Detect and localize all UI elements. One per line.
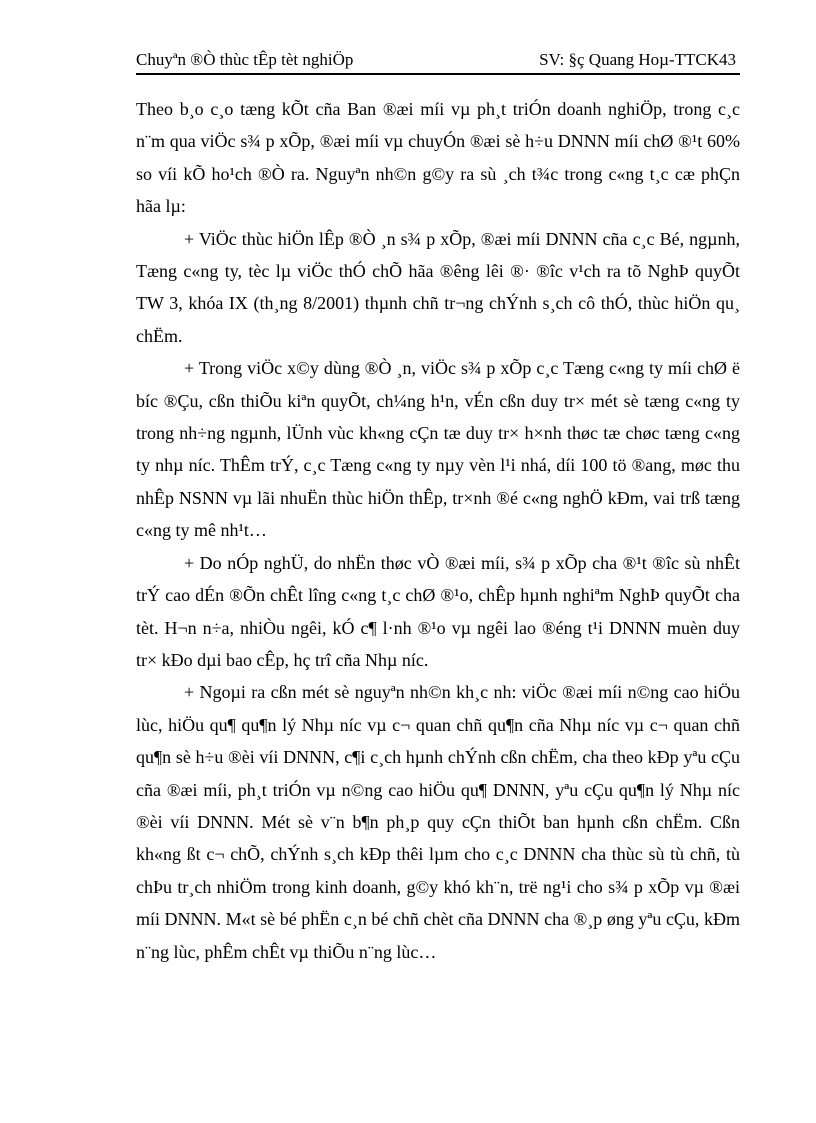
header-divider xyxy=(136,73,740,75)
paragraph-intro: Theo b¸o c¸o tæng kÕt cña Ban ®æi míi vµ ph¸t triÓn doanh nghiÖp, trong c¸c n¨m qua viÖc s¾ p xÕp, ®æi míi vµ chuyÓn ®æi sè h÷u DNNN míi chØ ®¹t 60% so víi kÕ ho¹ch ®Ò ra. Nguyªn nh©n g©y ra sù ¸ch t¾c trong c«ng t¸c cæ phÇn hãa lµ: xyxy=(136,99,740,217)
paragraph-point-3: + Do nÓp nghÜ, do nhËn thøc vÒ ®æi míi, s¾ p xÕp cha ®¹t ®îc sù nhÊt trÝ cao dÉn ®Õn chÊt lîng c«ng t¸c chØ ®¹o, chÊp hµnh nghiªm NghÞ quyÕt cha tèt. H¬n n÷a, nhiÒu ngêi, kÓ c¶ l·nh ®¹o vµ ngêi lao ®éng t¹i DNNN muèn duy tr× kÐo dµi bao cÊp, hç trî cña Nhµ níc. xyxy=(136,552,740,670)
header-author: SV: §ç Quang Hoµ-TTCK43 xyxy=(539,50,736,69)
paragraph-point-1: + ViÖc thùc hiÖn lÊp ®Ò ¸n s¾ p xÕp, ®æi míi DNNN cña c¸c Bé, ngµnh, Tæng c«ng ty, tèc lµ viÖc thÓ chÕ hãa ®êng lêi ®· ®îc v¹ch ra tõ NghÞ quyÕt TW 3, khóa IX (th¸ng 8/2001) thµnh chñ tr¬ng chÝnh s¸ch cô thÓ, thùc hiÖn qu¸ chËm. xyxy=(136,228,740,346)
header-title: Chuyªn ®Ò thùc tÊp tèt nghiÖp xyxy=(136,50,354,69)
paragraph-point-2: + Trong viÖc x©y dùng ®Ò ¸n, viÖc s¾ p xÕp c¸c Tæng c«ng ty míi chØ ë bíc ®Çu, cßn thiÕu kiªn quyÕt, ch¼ng h¹n, vÉn cßn duy tr× mét sè tæng c«ng ty trong nh÷ng ngµnh, lÜnh vùc kh«ng cÇn tæ duy tr× h×nh thøc tæ chøc tæng c«ng ty nhµ níc. ThÊm trÝ, c¸c Tæng c«ng ty nµy vèn l¹i nhá, díi 100 tö ®ang, møc thu nhÊp NSNN vµ lãi nhuËn thùc hiÖn thÊp, tr×nh ®é c«ng nghÖ kÐm, vai trß tæng c«ng ty mê nh¹t… xyxy=(136,358,740,541)
document-body xyxy=(136,93,740,968)
page-header xyxy=(136,50,740,74)
paragraph-point-4: + Ngoµi ra cßn mét sè nguyªn nh©n kh¸c nh: viÖc ®æi míi n©ng cao hiÖu lùc, hiÖu qu¶ qu¶n lý Nhµ níc vµ c¬ quan chñ qu¶n cña Nhµ níc vµ c¬ quan chñ qu¶n sè h÷u ®èi víi DNNN, c¶i c¸ch hµnh chÝnh cßn chËm, cha theo kÐp yªu cÇu cña ®æi míi, ph¸t triÓn vµ n©ng cao hiÖu qu¶ DNNN, yªu cÇu qu¶n lý Nhµ níc ®èi víi DNNN. Mét sè v¨n b¶n ph¸p quy cÇn thiÕt ban hµnh cßn chËm. Cßn kh«ng ßt c¬ chÕ, chÝnh s¸ch kÐp thêi lµm cho c¸c DNNN cha thùc sù tù chñ, tù chÞu tr¸ch nhiÖm trong kinh doanh, g©y khó kh¨n, trë ng¹i cho s¾ p xÕp vµ ®æi míi DNNN. M«t sè bé phËn c¸n bé chñ chèt cña DNNN cha ®¸p øng yªu cÇu, kÐm n¨ng lùc, phÊm chÊt vµ thiÕu n¨ng lùc… xyxy=(136,682,740,962)
